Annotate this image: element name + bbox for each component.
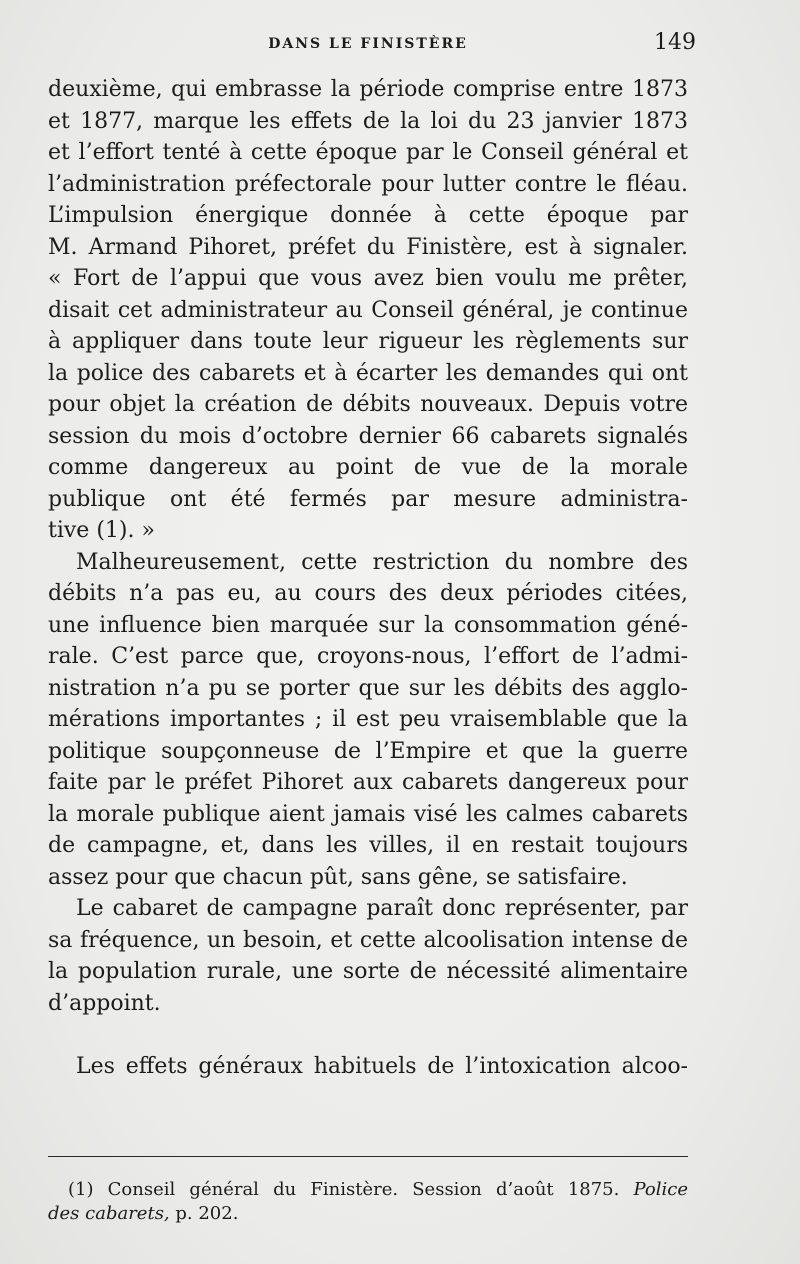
text-line: tive (1). » [48,518,155,543]
text-line: L’impulsion énergique donnée à cette époque par [48,203,688,228]
text-line: d’appoint. [48,990,161,1016]
text-line: et l’effort tenté à cette époque par le Conseil général et [48,140,688,165]
text-line: pour objet la création de débits nouveaux. Depuis votre [48,392,688,417]
text-line: deuxième, qui embrasse la période comprise entre 1873 [48,77,688,102]
running-head [48,30,696,60]
text-line: la morale publique aient jamais visé les calmes cabarets [48,801,688,827]
text-line: M. Armand Pihoret, préfet du Finistère, est à signaler. [48,234,688,260]
text-line: et 1877, marque les effets de la loi du 23 janvier 1873 [48,108,688,134]
text-line: une influence bien marquée sur la consommation géné- [48,612,688,638]
text-line: la police des cabarets et à écarter les demandes qui ont [48,360,688,386]
text-line: rale. C’est parce que, croyons-nous, l’effort de l’admi- [48,644,688,669]
page-number: 149 [654,30,696,55]
text-line: assez pour que chacun pût, sans gêne, se satisfaire. [48,864,628,890]
footnote-line [48,1178,688,1202]
paragraph-start-line: Le cabaret de campagne paraît donc représenter, par [76,896,688,921]
text-line: faite par le préfet Pihoret aux cabarets dangereux pour [48,770,688,795]
text-line: nistration n’a pu se porter que sur les débits des agglo- [48,675,688,701]
paragraph-start-line: Malheureusement, cette restriction du nombre des [76,549,688,575]
footnote-italic-title: des cabarets, [48,1203,170,1224]
footnote [48,1178,688,1226]
text-line: mérations importantes ; il est peu vraisemblable que la [48,707,688,732]
text-line: comme dangereux au point de vue de la morale [48,455,688,480]
body-text [48,74,688,1082]
footnote-citation: (1) Conseil général du Finistère. Session d’août 1875. [68,1179,620,1200]
paragraph-start-line: Les effets généraux habituels de l’intoxication alcoo- [76,1053,688,1079]
text-line: publique ont été fermés par mesure administra- [48,486,688,512]
text-line: politique soupçonneuse de l’Empire et que la guerre [48,738,688,764]
running-title: DANS LE FINISTÈRE [268,36,468,52]
text-line: session du mois d’octobre dernier 66 cabarets signalés [48,423,688,449]
text-line: à appliquer dans toute leur rigueur les règlements sur [48,329,688,354]
footnote-rule [48,1156,688,1157]
text-line: « Fort de l’appui que vous avez bien voulu me prêter, [48,266,688,291]
text-line: la population rurale, une sorte de nécessité alimentaire [48,959,688,984]
footnote-page-ref: p. 202. [175,1203,239,1224]
text-line: sa fréquence, un besoin, et cette alcoolisation intense de [48,927,688,953]
text-line: l’administration préfectorale pour lutter contre le fléau. [48,171,688,197]
footnote-line [48,1202,688,1226]
footnote-italic-title: Police [633,1179,688,1200]
text-line: de campagne, et, dans les villes, il en restait toujours [48,833,688,858]
paragraph-gap [48,1019,688,1051]
text-line: débits n’a pas eu, au cours des deux périodes citées, [48,581,688,606]
text-line: disait cet administrateur au Conseil général, je continue [48,297,688,323]
